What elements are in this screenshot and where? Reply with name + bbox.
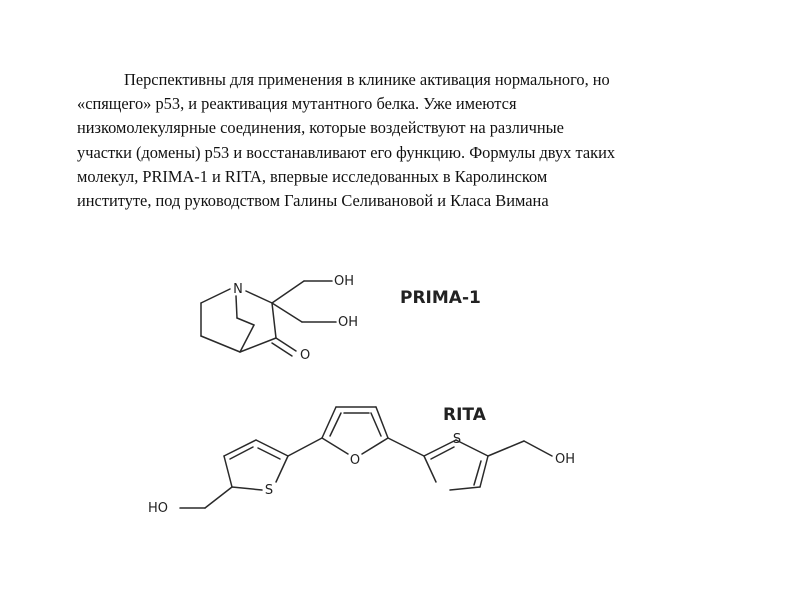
atom-label: HO: [148, 501, 169, 516]
atom-label: S: [264, 483, 274, 498]
paragraph-line: «спящего» р53, и реактивация мутантного белка. Уже имеются: [77, 94, 517, 114]
paragraph-line: Перспективны для применения в клинике активация нормального, но: [124, 70, 610, 89]
atom-label: O: [349, 453, 361, 468]
atom-label: O: [300, 348, 311, 363]
prima1-caption: PRIMA-1: [400, 288, 481, 308]
rita-bonds: [180, 407, 552, 508]
atom-label: OH: [334, 274, 355, 289]
paragraph-line: институте, под руководством Галины Селивановой и Класа Вимана: [77, 191, 549, 211]
rita-caption: RITA: [443, 405, 486, 425]
paragraph-line: молекул, PRIMA-1 и RITA, впервые исследованных в Каролинском: [77, 166, 548, 186]
paragraph-line: участки (домены) р53 и восстанавливают его функцию. Формулы двух таких: [77, 142, 616, 162]
prima1-bonds: [201, 281, 336, 356]
atom-label: OH: [338, 315, 359, 330]
atom-label: OH: [555, 452, 576, 467]
rita-structure: [148, 407, 575, 516]
prima1-structure: [201, 274, 358, 363]
atom-label: N: [233, 282, 243, 297]
atom-label: S: [452, 432, 462, 447]
paragraph-line: низкомолекулярные соединения, которые воздействуют на различные: [77, 118, 564, 138]
